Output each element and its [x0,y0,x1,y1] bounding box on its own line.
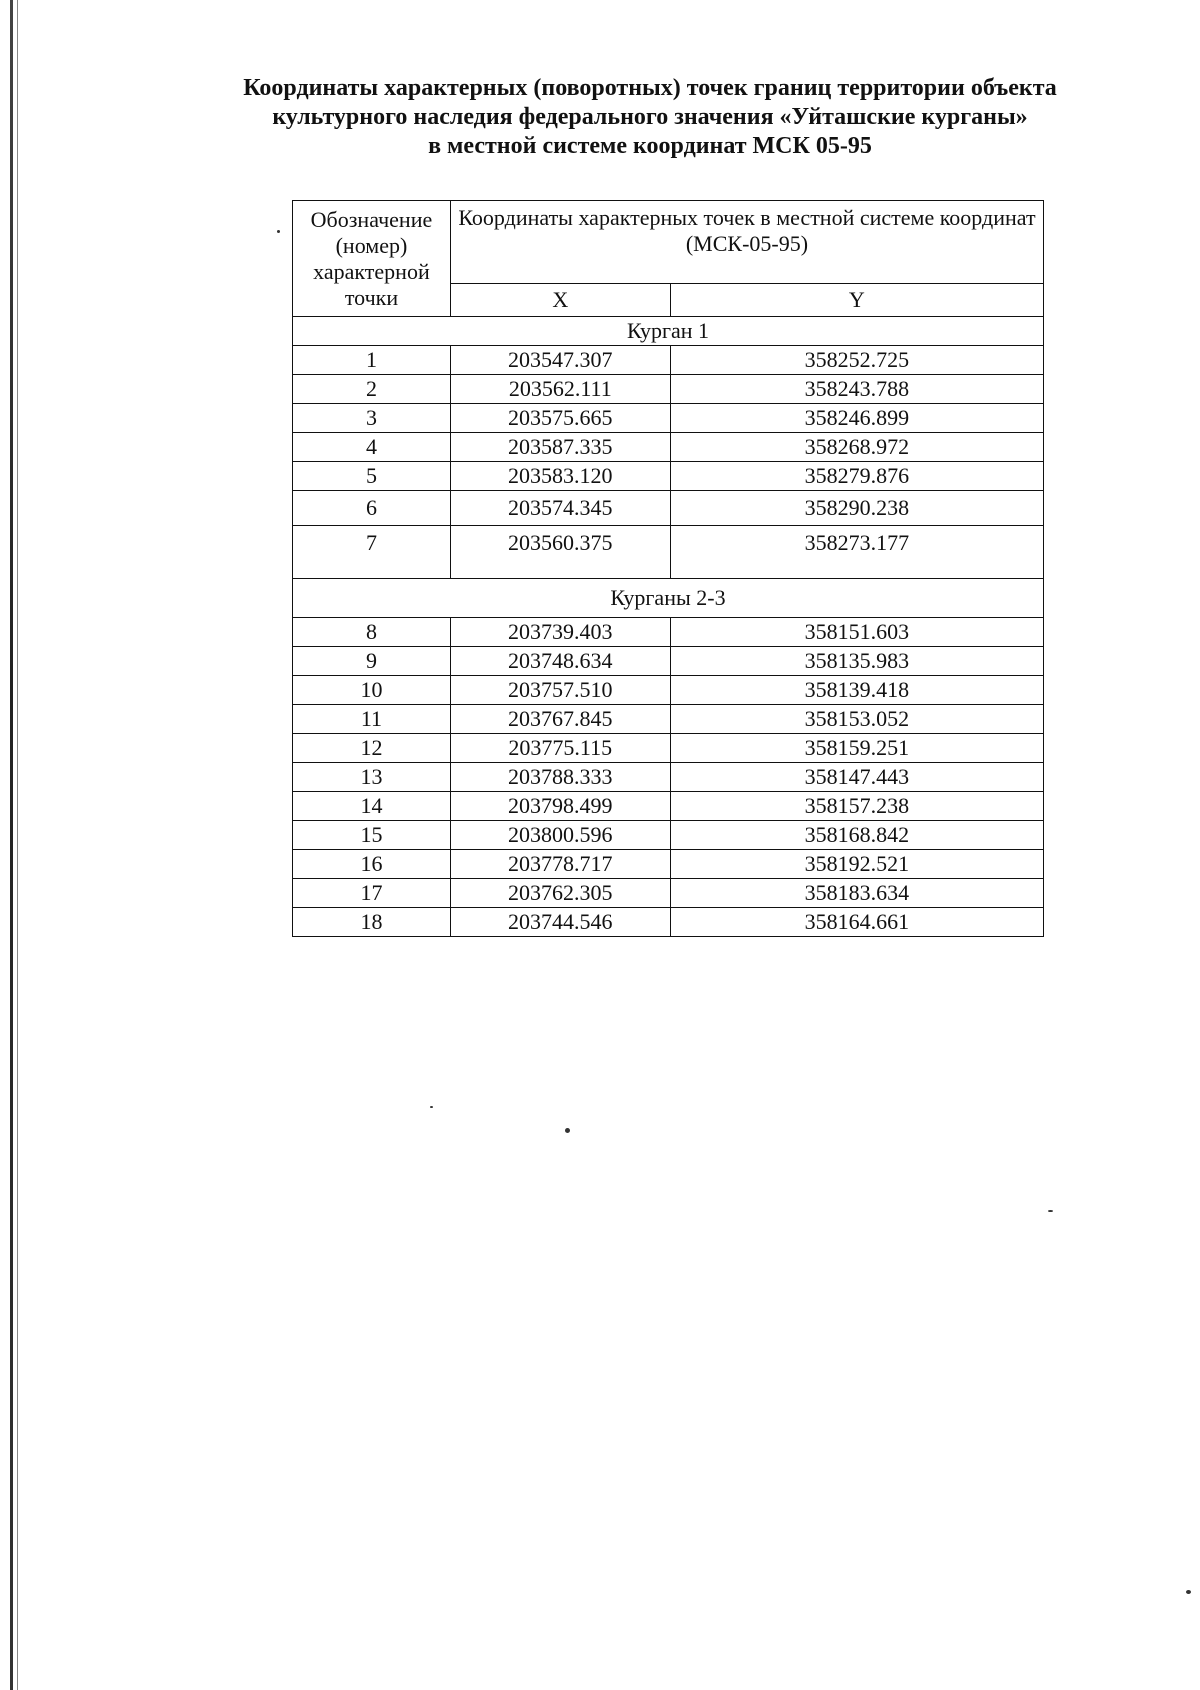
x-coordinate-cell: 203798.499 [450,792,670,821]
table-row [293,491,1044,526]
point-number-cell: 3 [293,404,451,433]
table-row [293,346,1044,375]
scan-border-line-thin [17,0,18,1690]
y-coordinate-cell: 358151.603 [670,618,1043,647]
y-coordinate-cell: 358273.177 [670,526,1043,579]
table-row [293,404,1044,433]
table-row [293,618,1044,647]
coordinates-table-body [293,201,1044,937]
table-row [293,462,1044,491]
y-coordinate-cell: 358192.521 [670,850,1043,879]
point-number-cell: 17 [293,879,451,908]
header-designation: Обозначение (номер) характерной точки [293,201,451,317]
table-row [293,792,1044,821]
point-number-cell: 2 [293,375,451,404]
scan-speck [430,1106,433,1108]
point-number-cell: 13 [293,763,451,792]
scan-border-line [10,0,13,1690]
table-row [293,705,1044,734]
table-row [293,763,1044,792]
table-row [293,734,1044,763]
document-title [180,74,1120,161]
y-coordinate-cell: 358147.443 [670,763,1043,792]
x-coordinate-cell: 203562.111 [450,375,670,404]
table-row [293,821,1044,850]
scan-speck [565,1128,570,1133]
table-row [293,526,1044,579]
point-number-cell: 9 [293,647,451,676]
table-row [293,375,1044,404]
x-coordinate-cell: 203767.845 [450,705,670,734]
point-number-cell: 1 [293,346,451,375]
x-coordinate-cell: 203788.333 [450,763,670,792]
point-number-cell: 7 [293,526,451,579]
group-name: Курган 1 [293,317,1044,346]
y-coordinate-cell: 358157.238 [670,792,1043,821]
point-number-cell: 6 [293,491,451,526]
point-number-cell: 5 [293,462,451,491]
title-line-2: культурного наследия федерального значения «Уйташские курганы» [272,104,1028,130]
header-coords-title: Координаты характерных точек в местной системе координат (МСК-05-95) [450,201,1043,284]
x-coordinate-cell: 203775.115 [450,734,670,763]
y-coordinate-cell: 358246.899 [670,404,1043,433]
scan-speck [277,230,280,233]
x-coordinate-cell: 203757.510 [450,676,670,705]
point-number-cell: 14 [293,792,451,821]
x-coordinate-cell: 203587.335 [450,433,670,462]
y-coordinate-cell: 358168.842 [670,821,1043,850]
table-row [293,850,1044,879]
x-coordinate-cell: 203739.403 [450,618,670,647]
group-row [293,317,1044,346]
x-coordinate-cell: 203778.717 [450,850,670,879]
point-number-cell: 12 [293,734,451,763]
y-coordinate-cell: 358135.983 [670,647,1043,676]
header-x: X [450,284,670,317]
point-number-cell: 11 [293,705,451,734]
x-coordinate-cell: 203800.596 [450,821,670,850]
y-coordinate-cell: 358164.661 [670,908,1043,937]
group-name: Курганы 2-3 [293,579,1044,618]
table-row [293,433,1044,462]
table-row [293,647,1044,676]
title-line-3: в местной системе координат МСК 05-95 [428,133,872,159]
table-row [293,908,1044,937]
x-coordinate-cell: 203560.375 [450,526,670,579]
x-coordinate-cell: 203547.307 [450,346,670,375]
table-row [293,676,1044,705]
point-number-cell: 10 [293,676,451,705]
table-row [293,879,1044,908]
scan-speck [1186,1590,1191,1594]
point-number-cell: 8 [293,618,451,647]
header-y: Y [670,284,1043,317]
y-coordinate-cell: 358183.634 [670,879,1043,908]
x-coordinate-cell: 203583.120 [450,462,670,491]
group-row [293,579,1044,618]
y-coordinate-cell: 358279.876 [670,462,1043,491]
scan-speck [1048,1210,1053,1212]
point-number-cell: 4 [293,433,451,462]
x-coordinate-cell: 203748.634 [450,647,670,676]
point-number-cell: 18 [293,908,451,937]
x-coordinate-cell: 203575.665 [450,404,670,433]
y-coordinate-cell: 358290.238 [670,491,1043,526]
y-coordinate-cell: 358159.251 [670,734,1043,763]
coordinates-table [292,200,1044,937]
x-coordinate-cell: 203574.345 [450,491,670,526]
y-coordinate-cell: 358268.972 [670,433,1043,462]
point-number-cell: 15 [293,821,451,850]
point-number-cell: 16 [293,850,451,879]
title-line-1: Координаты характерных (поворотных) точек границ территории объекта [243,75,1057,101]
header-row [293,201,1044,284]
y-coordinate-cell: 358243.788 [670,375,1043,404]
y-coordinate-cell: 358252.725 [670,346,1043,375]
x-coordinate-cell: 203762.305 [450,879,670,908]
y-coordinate-cell: 358153.052 [670,705,1043,734]
y-coordinate-cell: 358139.418 [670,676,1043,705]
x-coordinate-cell: 203744.546 [450,908,670,937]
